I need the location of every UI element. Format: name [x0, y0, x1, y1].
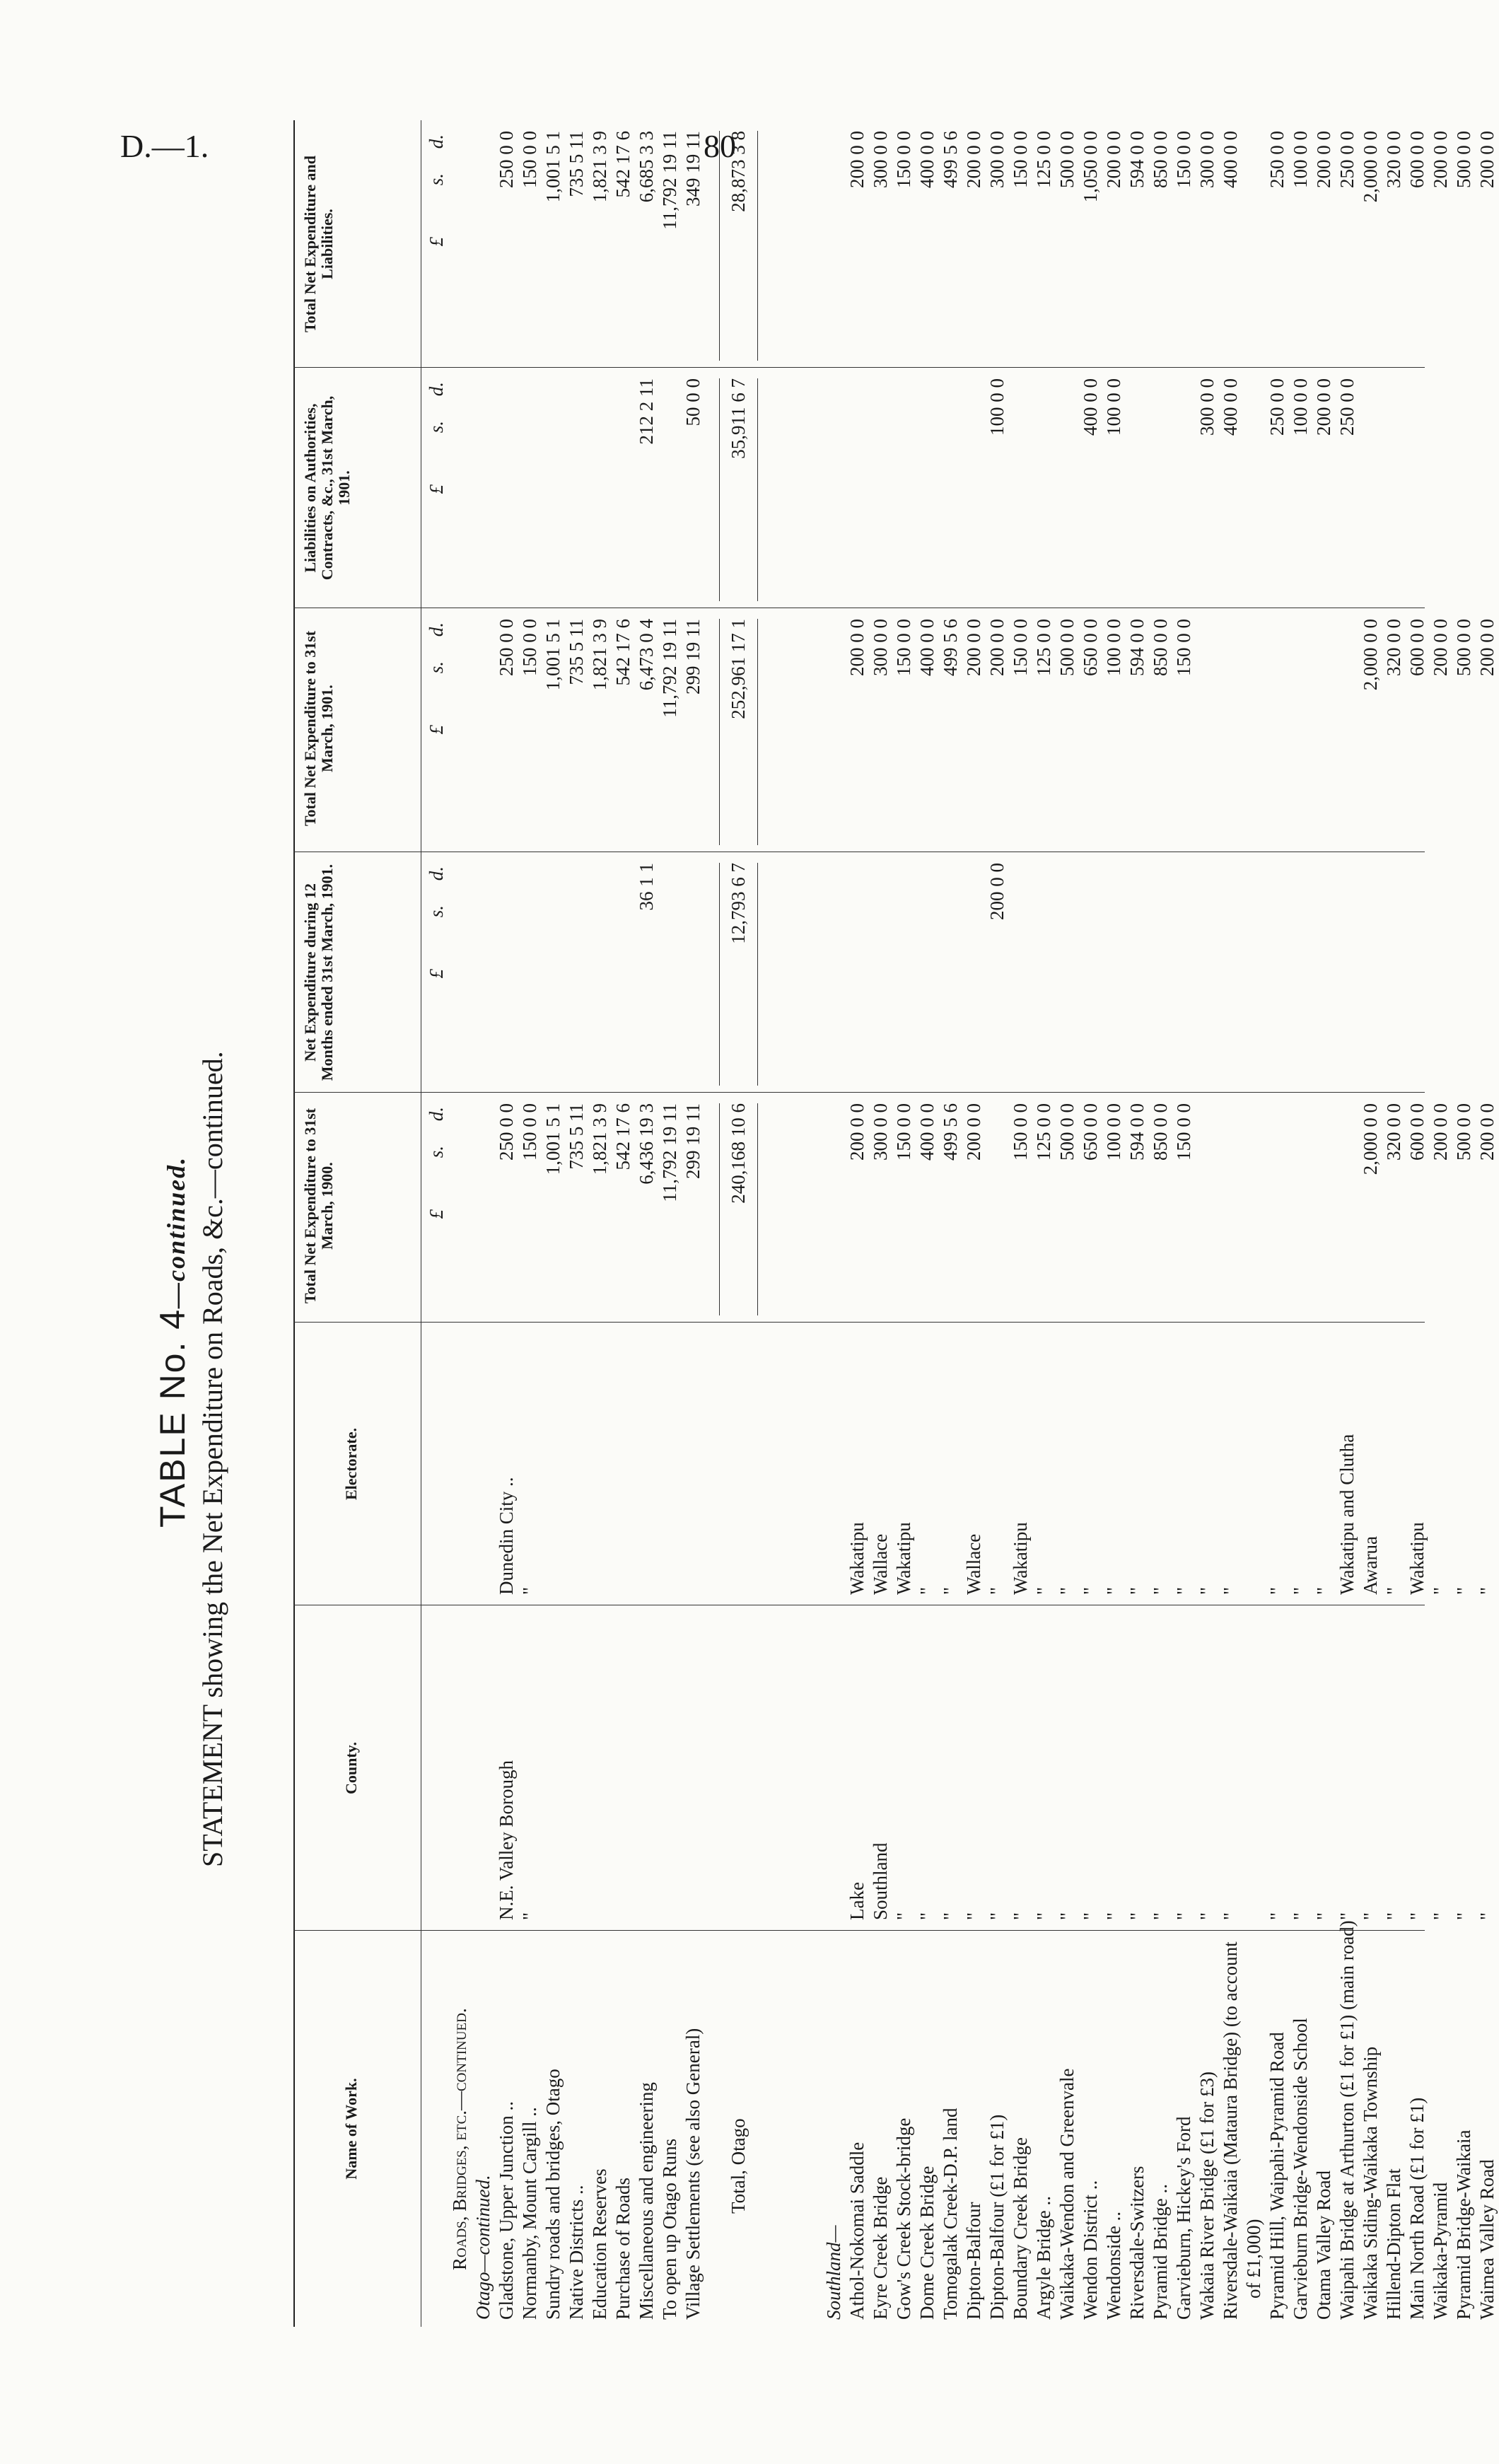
county-cell: " — [1010, 1912, 1031, 1920]
table-row — [1149, 120, 1172, 2327]
county-cell: " — [1126, 1912, 1148, 1920]
amount-cell: 100 0 0 — [986, 378, 1008, 436]
unit-pounds: £ — [426, 237, 447, 247]
amount-cell: 150 0 0 — [1173, 131, 1194, 188]
amount-cell: 200 0 0 — [1476, 131, 1498, 188]
amount-cell: 250 0 0 — [1266, 378, 1288, 436]
rotated-table — [152, 120, 1498, 2327]
total-rule — [719, 131, 720, 361]
table-row — [682, 120, 705, 2327]
table-row — [1336, 120, 1359, 2327]
amount-cell: 200 0 0 — [986, 619, 1008, 676]
work-name: Argyle Bridge .. — [1033, 2196, 1054, 2320]
amount-cell: 150 0 0 — [1173, 1103, 1194, 1161]
col-total-to-1901: Total Net Expenditure to 31st March, 1901. — [301, 630, 336, 827]
col-electorate: Electorate. — [342, 1428, 360, 1500]
table-row — [1476, 120, 1499, 2327]
electorate-cell: Wallace — [870, 1533, 891, 1595]
work-name: Main North Road (£1 for £1) — [1406, 2097, 1428, 2320]
table-row — [1406, 120, 1429, 2327]
unit-pence: d. — [426, 382, 447, 397]
amount-cell: 300 0 0 — [870, 131, 891, 188]
table-row — [939, 120, 962, 2327]
amount-cell: 6,685 3 3 — [636, 131, 657, 203]
work-name: Purchase of Roads — [612, 2178, 634, 2320]
table-row — [1289, 120, 1312, 2327]
electorate-cell: " — [1103, 1586, 1124, 1595]
amount-cell: 6,473 0 4 — [636, 619, 657, 691]
unit-pounds: £ — [426, 484, 447, 494]
amount-cell: 1,001 5 1 — [542, 131, 564, 203]
total-amount: 35,911 6 7 — [728, 378, 749, 459]
work-name: Waikaka-Pyramid — [1430, 2182, 1451, 2320]
amount-cell: 250 0 0 — [1336, 378, 1358, 436]
table-row — [1126, 120, 1149, 2327]
table-row — [892, 120, 916, 2327]
total-label: Total, Otago — [728, 2118, 749, 2214]
amount-cell: 850 0 0 — [1150, 131, 1171, 188]
amount-cell: 2,000 0 0 — [1360, 131, 1381, 203]
amount-cell: 200 0 0 — [986, 863, 1008, 920]
page-number: 80 — [704, 128, 736, 164]
electorate-cell: " — [1220, 1586, 1241, 1595]
table-row — [1382, 120, 1406, 2327]
amount-cell: 735 5 11 — [566, 619, 587, 685]
amount-cell: 400 0 0 — [1080, 378, 1101, 436]
unit-shillings: s. — [426, 421, 447, 434]
county-cell: " — [1196, 1912, 1218, 1920]
amount-cell: 300 0 0 — [870, 1103, 891, 1161]
table-row — [846, 120, 869, 2327]
work-name: Eyre Creek Bridge — [870, 2176, 891, 2320]
amount-cell: 1,821 3 9 — [589, 619, 610, 691]
county-cell: " — [1056, 1912, 1078, 1920]
work-name: Dipton-Balfour — [963, 2202, 984, 2320]
section-heading-text: Roads, Bridges, etc.—continued. — [449, 2008, 470, 2270]
amount-cell: 594 0 0 — [1126, 131, 1148, 188]
amount-cell: 200 0 0 — [1476, 1103, 1498, 1161]
table-row — [635, 120, 658, 2327]
amount-cell: 300 0 0 — [986, 131, 1008, 188]
amount-cell: 735 5 11 — [566, 1103, 587, 1170]
amount-cell: 150 0 0 — [893, 619, 914, 676]
amount-cell: 850 0 0 — [1150, 619, 1171, 676]
amount-cell: 150 0 0 — [519, 619, 540, 676]
col-net-during-year: Net Expenditure during 12 Months ended 31st March, 1901. — [301, 864, 336, 1081]
county-cell: " — [916, 1912, 938, 1920]
work-name: Garvieburn Bridge-Wendonside School — [1290, 2018, 1311, 2320]
unit-shillings: s. — [426, 661, 447, 674]
amount-cell: 200 0 0 — [1103, 131, 1124, 188]
total-amount: 28,873 3 8 — [728, 131, 749, 212]
amount-cell: 500 0 0 — [1056, 1103, 1078, 1161]
electorate-cell: Wakatipu and Clutha — [1336, 1434, 1358, 1595]
total-rule — [757, 619, 758, 845]
amount-cell: 300 0 0 — [1196, 378, 1218, 436]
work-name: Pyramid Hill, Waipahi-Pyramid Road — [1266, 2032, 1288, 2320]
amount-cell: 320 0 0 — [1383, 1103, 1404, 1161]
amount-cell: 150 0 0 — [893, 1103, 914, 1161]
unit-pounds: £ — [426, 1209, 447, 1219]
table-row — [658, 120, 682, 2327]
amount-cell: 500 0 0 — [1453, 619, 1474, 676]
section-subheading-text: Southland— — [823, 2225, 844, 2320]
table-row — [1032, 120, 1056, 2327]
work-name: Wendon District .. — [1080, 2180, 1101, 2320]
page-code: D.—1. — [120, 128, 209, 164]
electorate-cell: " — [1150, 1586, 1171, 1595]
amount-cell: 100 0 0 — [1103, 1103, 1124, 1161]
amount-cell: 542 17 6 — [612, 619, 634, 686]
total-rule — [719, 1103, 720, 1315]
work-name: Native Districts .. — [566, 2185, 587, 2320]
table-row — [1219, 120, 1242, 2327]
amount-cell: 150 0 0 — [1010, 131, 1031, 188]
work-name: Waimea Valley Road — [1476, 2159, 1498, 2320]
table-title — [152, 1156, 193, 1528]
electorate-cell: Dunedin City .. — [496, 1477, 517, 1595]
amount-cell: 150 0 0 — [1010, 619, 1031, 676]
work-name: Riversdale-Switzers — [1126, 2166, 1148, 2320]
amount-cell: 100 0 0 — [1103, 619, 1124, 676]
county-cell: " — [893, 1912, 914, 1920]
amount-cell: 150 0 0 — [519, 131, 540, 188]
amount-cell: 200 0 0 — [963, 1103, 984, 1161]
work-name: Normanby, Mount Cargill .. — [519, 2107, 540, 2320]
amount-cell: 500 0 0 — [1056, 131, 1078, 188]
county-cell: " — [1290, 1912, 1311, 1920]
amount-cell: 250 0 0 — [496, 131, 517, 188]
amount-cell: 125 0 0 — [1033, 131, 1054, 188]
amount-cell: 499 5 6 — [940, 1103, 961, 1161]
table-row — [565, 120, 588, 2327]
county-cell: " — [1266, 1912, 1288, 1920]
amount-cell: 11,792 19 11 — [659, 1103, 680, 1202]
work-name: Education Reserves — [589, 2168, 610, 2320]
table-row — [1009, 120, 1032, 2327]
amount-cell: 600 0 0 — [1406, 619, 1428, 676]
unit-pence: d. — [426, 134, 447, 149]
amount-cell: 594 0 0 — [1126, 619, 1148, 676]
table-row — [588, 120, 612, 2327]
electorate-cell: " — [1056, 1586, 1078, 1595]
amount-cell: 100 0 0 — [1103, 378, 1124, 436]
work-name: Gladstone, Upper Junction .. — [496, 2101, 517, 2320]
county-cell: " — [1336, 1912, 1358, 1920]
electorate-cell: Wallace — [963, 1533, 984, 1595]
amount-cell: 650 0 0 — [1080, 619, 1101, 676]
col-total-with-liabilities: Total Net Expenditure and Liabilities. — [301, 156, 336, 332]
work-name: Waipahi Bridge at Arthurton (£1 for £1) (main road) — [1336, 1920, 1358, 2320]
work-name: of £1,000) — [1243, 2219, 1264, 2299]
work-name: Tomogalak Creek-D.P. land — [940, 2108, 961, 2320]
amount-cell: 250 0 0 — [1336, 131, 1358, 188]
table-row — [1242, 120, 1266, 2327]
table-row — [916, 120, 939, 2327]
county-cell: " — [519, 1912, 540, 1920]
table-row — [1102, 120, 1126, 2327]
amount-cell: 349 19 11 — [682, 131, 704, 207]
unit-pounds: £ — [426, 969, 447, 979]
work-name: Pyramid Bridge .. — [1150, 2184, 1171, 2320]
electorate-cell: Wakatipu — [1010, 1522, 1031, 1595]
electorate-cell: " — [916, 1586, 938, 1595]
amount-cell: 400 0 0 — [1220, 131, 1241, 188]
amount-cell: 50 0 0 — [682, 378, 704, 426]
electorate-cell: " — [1196, 1586, 1218, 1595]
amount-cell: 200 0 0 — [846, 619, 868, 676]
amount-cell: 36 1 1 — [636, 863, 657, 911]
col-county: County. — [342, 1742, 360, 1794]
amount-cell: 542 17 6 — [612, 1103, 634, 1170]
table-row — [1056, 120, 1079, 2327]
electorate-cell: " — [1126, 1586, 1148, 1595]
electorate-cell: " — [1430, 1586, 1451, 1595]
amount-cell: 250 0 0 — [496, 1103, 517, 1161]
table-row — [962, 120, 986, 2327]
county-cell: Lake — [846, 1882, 868, 1920]
amount-cell: 594 0 0 — [1126, 1103, 1148, 1161]
amount-cell: 200 0 0 — [1430, 619, 1451, 676]
electorate-cell: " — [1033, 1586, 1054, 1595]
amount-cell: 11,792 19 11 — [659, 619, 680, 718]
amount-cell: 600 0 0 — [1406, 131, 1428, 188]
county-cell: " — [1080, 1912, 1101, 1920]
work-name: Pyramid Bridge-Waikaia — [1453, 2129, 1474, 2320]
total-rule — [719, 863, 720, 1086]
work-name: Riversdale-Waikaia (Mataura Bridge) (to account — [1220, 1941, 1241, 2320]
county-cell: " — [1430, 1912, 1451, 1920]
work-name: Garvieburn, Hickey's Ford — [1173, 2116, 1194, 2320]
amount-cell: 150 0 0 — [519, 1103, 540, 1161]
amount-cell: 150 0 0 — [1173, 619, 1194, 676]
section-subheading — [472, 120, 495, 2327]
col-total-to-1900: Total Net Expenditure to 31st March, 1900. — [301, 1108, 336, 1304]
table-label: TABLE No. — [153, 1340, 192, 1528]
amount-cell: 200 0 0 — [1430, 131, 1451, 188]
amount-cell: 1,821 3 9 — [589, 131, 610, 203]
amount-cell: 1,001 5 1 — [542, 619, 564, 691]
unit-pounds: £ — [426, 725, 447, 735]
county-cell: " — [1406, 1912, 1428, 1920]
table-row — [518, 120, 542, 2327]
table-row — [495, 120, 518, 2327]
amount-cell: 1,001 5 1 — [542, 1103, 564, 1175]
work-name: Miscellaneous and engineering — [636, 2082, 657, 2320]
amount-cell: 212 2 11 — [636, 378, 657, 445]
total-amount: 240,168 10 6 — [728, 1103, 749, 1204]
amount-cell: 735 5 11 — [566, 131, 587, 197]
amount-cell: 250 0 0 — [1266, 131, 1288, 188]
amount-cell: 600 0 0 — [1406, 1103, 1428, 1161]
amount-cell: 250 0 0 — [496, 619, 517, 676]
electorate-cell: Wakatipu — [846, 1522, 868, 1595]
amount-cell: 100 0 0 — [1290, 378, 1311, 436]
work-name: Village Settlements (see also General) — [682, 2028, 704, 2320]
amount-cell: 11,792 19 11 — [659, 131, 680, 230]
amount-cell: 400 0 0 — [1220, 378, 1241, 436]
amount-cell: 499 5 6 — [940, 131, 961, 188]
table-row — [986, 120, 1009, 2327]
section-subheading-text: Otago—continued. — [472, 2175, 494, 2320]
amount-cell: 1,050 0 0 — [1080, 131, 1101, 203]
unit-shillings: s. — [426, 905, 447, 918]
county-cell: " — [1103, 1912, 1124, 1920]
table-row — [1429, 120, 1452, 2327]
county-cell: " — [1360, 1912, 1381, 1920]
work-name: Wendonside .. — [1103, 2211, 1124, 2320]
amount-cell: 320 0 0 — [1383, 619, 1404, 676]
total-rule — [757, 863, 758, 1086]
county-cell: " — [1383, 1912, 1404, 1920]
amount-cell: 1,821 3 9 — [589, 1103, 610, 1175]
total-rule — [719, 619, 720, 845]
amount-cell: 200 0 0 — [1313, 131, 1334, 188]
amount-cell: 500 0 0 — [1453, 131, 1474, 188]
electorate-cell: " — [1290, 1586, 1311, 1595]
amount-cell: 200 0 0 — [963, 619, 984, 676]
unit-pence: d. — [426, 622, 447, 637]
electorate-cell: " — [1383, 1586, 1404, 1595]
work-name: Waikaka-Wendon and Greenvale — [1056, 2068, 1078, 2320]
electorate-cell: " — [519, 1586, 540, 1595]
table-row — [1452, 120, 1476, 2327]
table-row — [542, 120, 565, 2327]
amount-cell: 299 19 11 — [682, 1103, 704, 1179]
table-row — [612, 120, 635, 2327]
table-row — [1312, 120, 1336, 2327]
amount-cell: 100 0 0 — [1290, 131, 1311, 188]
table-row — [1079, 120, 1102, 2327]
electorate-cell: " — [1453, 1586, 1474, 1595]
amount-cell: 850 0 0 — [1150, 1103, 1171, 1161]
electorate-cell: " — [1476, 1586, 1498, 1595]
section-subheading — [822, 120, 846, 2327]
amount-cell: 500 0 0 — [1453, 1103, 1474, 1161]
total-rule — [757, 131, 758, 361]
amount-cell: 320 0 0 — [1383, 131, 1404, 188]
county-cell: " — [1220, 1912, 1241, 1920]
amount-cell: 499 5 6 — [940, 619, 961, 676]
work-name: Athol-Nokomai Saddle — [846, 2142, 868, 2320]
table-body — [425, 120, 1499, 2327]
table-row — [1359, 120, 1382, 2327]
county-cell: " — [963, 1912, 984, 1920]
total-amount: 252,961 17 1 — [728, 619, 749, 719]
work-name: Wakaia River Bridge (£1 for £3) — [1196, 2071, 1218, 2320]
work-name: Hillend-Dipton Flat — [1383, 2168, 1404, 2320]
county-cell: N.E. Valley Borough — [496, 1760, 517, 1920]
amount-cell: 200 0 0 — [1430, 1103, 1451, 1161]
table-row — [1196, 120, 1219, 2327]
table-row — [1266, 120, 1289, 2327]
table-row — [1172, 120, 1196, 2327]
unit-pence: d. — [426, 1107, 447, 1122]
amount-cell: 400 0 0 — [916, 131, 938, 188]
work-name: Boundary Creek Bridge — [1010, 2137, 1031, 2320]
electorate-cell: " — [1266, 1586, 1288, 1595]
amount-cell: 542 17 6 — [612, 131, 634, 198]
work-name: To open up Otago Runs — [659, 2138, 680, 2320]
electorate-cell: " — [1313, 1586, 1334, 1595]
amount-cell: 650 0 0 — [1080, 1103, 1101, 1161]
electorate-cell: Awarua — [1360, 1536, 1381, 1595]
county-cell: " — [1453, 1912, 1474, 1920]
electorate-cell: " — [986, 1586, 1008, 1595]
total-amount: 12,793 6 7 — [728, 863, 749, 944]
electorate-cell: " — [1080, 1586, 1101, 1595]
unit-shillings: s. — [426, 1146, 447, 1158]
unit-pence: d. — [426, 866, 447, 881]
work-name: Otama Valley Road — [1313, 2170, 1334, 2320]
amount-cell: 400 0 0 — [916, 619, 938, 676]
county-cell: " — [1033, 1912, 1054, 1920]
work-name: Dipton-Balfour (£1 for £1) — [986, 2114, 1008, 2320]
amount-cell: 2,000 0 0 — [1360, 1103, 1381, 1175]
amount-cell: 125 0 0 — [1033, 1103, 1054, 1161]
amount-cell: 200 0 0 — [1313, 378, 1334, 436]
section-heading — [448, 120, 472, 2327]
county-cell: " — [940, 1912, 961, 1920]
electorate-cell: Wakatipu — [893, 1522, 914, 1595]
amount-cell: 200 0 0 — [846, 131, 868, 188]
county-cell: " — [986, 1912, 1008, 1920]
amount-cell: 500 0 0 — [1056, 619, 1078, 676]
amount-cell: 300 0 0 — [870, 619, 891, 676]
col-liabilities: Liabilities on Authorities, Contracts, &c., 31st March, 1901. — [301, 395, 353, 581]
unit-shillings: s. — [426, 173, 447, 186]
work-name: Waikaka Siding-Waikaka Township — [1360, 2046, 1381, 2320]
table-continued: —continued. — [162, 1156, 190, 1308]
county-cell: Southland — [870, 1842, 891, 1920]
amount-cell: 200 0 0 — [1476, 619, 1498, 676]
table-row — [869, 120, 892, 2327]
county-cell: " — [1476, 1912, 1498, 1920]
county-cell: " — [1173, 1912, 1194, 1920]
amount-cell: 125 0 0 — [1033, 619, 1054, 676]
work-name: Dome Creek Bridge — [916, 2166, 938, 2320]
amount-cell: 200 0 0 — [846, 1103, 868, 1161]
total-rule — [757, 1103, 758, 1315]
total-rule — [757, 378, 758, 601]
table-number: 4 — [153, 1308, 192, 1330]
amount-cell: 6,436 19 3 — [636, 1103, 657, 1185]
county-cell: " — [1150, 1912, 1171, 1920]
amount-cell: 200 0 0 — [963, 131, 984, 188]
amount-cell: 400 0 0 — [916, 1103, 938, 1161]
county-cell: " — [1313, 1912, 1334, 1920]
amount-cell: 2,000 0 0 — [1360, 619, 1381, 691]
table-statement: STATEMENT showing the Net Expenditure on Roads, &c.—continued. — [197, 1051, 228, 1867]
amount-cell: 299 19 11 — [682, 619, 704, 695]
total-rule — [719, 378, 720, 601]
electorate-cell: Wakatipu — [1406, 1522, 1428, 1595]
amount-cell: 150 0 0 — [893, 131, 914, 188]
col-name-of-work: Name of Work. — [342, 2078, 360, 2180]
work-name: Sundry roads and bridges, Otago — [542, 2069, 564, 2320]
total-row — [718, 120, 759, 2327]
electorate-cell: " — [940, 1586, 961, 1595]
amount-cell: 300 0 0 — [1196, 131, 1218, 188]
electorate-cell: " — [1173, 1586, 1194, 1595]
units-row — [425, 120, 448, 2327]
work-name: Gow's Creek Stock-bridge — [893, 2117, 914, 2320]
amount-cell: 150 0 0 — [1010, 1103, 1031, 1161]
